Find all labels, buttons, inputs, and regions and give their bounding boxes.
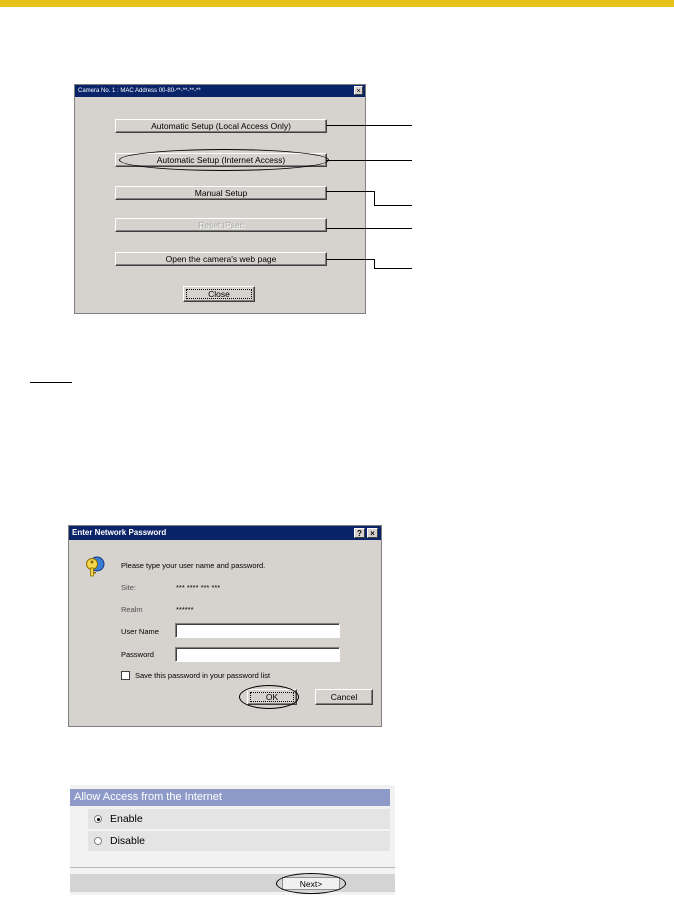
save-password-checkbox[interactable] [121, 671, 130, 680]
radio-selected-dot [97, 818, 100, 821]
key-icon [83, 555, 107, 577]
network-password-title-bar [69, 526, 381, 540]
camera-setup-title: Camera No. 1 : MAC Address 00-80-**-**-**-** [78, 88, 201, 94]
callout-line [374, 268, 412, 269]
network-password-title: Enter Network Password [72, 528, 167, 537]
reset-ipsec-button: Reset IPsec [115, 218, 327, 232]
callout-line [326, 259, 374, 260]
open-web-page-button[interactable]: Open the camera's web page [115, 252, 327, 266]
close-button[interactable]: Close [183, 286, 255, 302]
manual-setup-button[interactable]: Manual Setup [115, 186, 327, 200]
site-value: *** **** *** *** [176, 583, 221, 592]
save-password-label: Save this password in your password list [135, 671, 271, 680]
automatic-setup-local-button[interactable]: Automatic Setup (Local Access Only) [115, 119, 327, 133]
callout-line [374, 191, 375, 206]
enable-label: Enable [110, 813, 143, 825]
disable-label: Disable [110, 835, 146, 847]
note-underline [30, 382, 72, 383]
allow-access-panel [70, 785, 395, 895]
username-label: User Name [121, 627, 159, 636]
password-field[interactable] [175, 647, 340, 662]
realm-label: Realm [121, 605, 143, 614]
callout-line [326, 191, 374, 192]
camera-setup-dialog [74, 84, 366, 314]
enable-option-row[interactable] [88, 809, 390, 829]
next-button[interactable]: Next> [282, 877, 340, 890]
automatic-setup-internet-button[interactable]: Automatic Setup (Internet Access) [115, 153, 327, 167]
password-label: Password [121, 650, 154, 659]
username-field[interactable] [175, 623, 340, 638]
help-icon[interactable]: ? [354, 528, 365, 538]
callout-line [326, 125, 412, 126]
prompt-text: Please type your user name and password. [121, 561, 266, 570]
ok-button[interactable]: OK [247, 689, 297, 705]
network-password-dialog [68, 525, 382, 727]
callout-line [326, 228, 412, 229]
realm-value: ****** [176, 605, 194, 614]
disable-option-row[interactable] [88, 831, 390, 851]
page-top-bar [0, 0, 674, 7]
site-label: Site: [121, 583, 137, 592]
close-icon[interactable]: × [354, 86, 363, 95]
enable-radio[interactable] [94, 815, 102, 823]
callout-line [326, 160, 412, 161]
panel-footer [70, 874, 395, 892]
camera-setup-title-bar [75, 85, 365, 97]
cancel-button[interactable]: Cancel [315, 689, 373, 705]
divider [70, 867, 395, 868]
close-icon[interactable]: × [367, 528, 378, 538]
allow-access-heading: Allow Access from the Internet [70, 789, 390, 806]
callout-line [374, 205, 412, 206]
disable-radio[interactable] [94, 837, 102, 845]
